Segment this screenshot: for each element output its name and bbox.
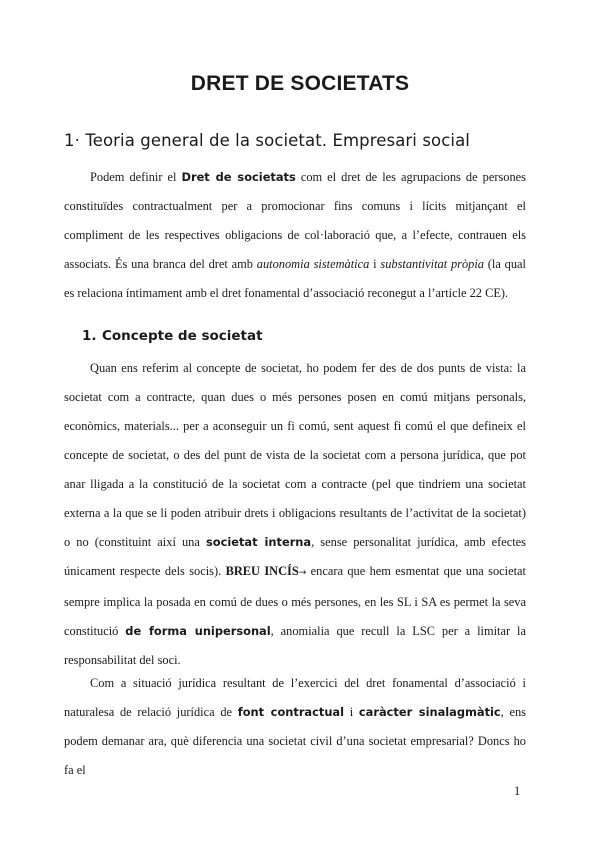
paragraph-concept (64, 354, 526, 675)
italic-term-substantivitat: substantivitat pròpia (380, 257, 484, 271)
text-run: , sense personalitat jurídica, amb efectes únicament respecte dels socis). (64, 535, 526, 578)
paragraph-definition (64, 163, 526, 308)
bold-term-dret-de-societats: Dret de societats (181, 170, 296, 184)
section-title: Teoria general de la societat. Empresari social (85, 131, 470, 150)
text-run: Com a situació jurídica resultant de l’exercici del dret fonamental d’associació i naturalesa de relació jurídica de (64, 676, 526, 719)
text-run: Podem definir el (90, 170, 182, 184)
bold-term-societat-interna: societat interna (205, 535, 312, 549)
arrow-right-icon: → (298, 568, 307, 578)
subsection-number: 1. (82, 328, 97, 344)
bold-term-breu-incis: BREU INCÍS (225, 564, 299, 578)
italic-term-autonomia: autonomia sistemàtica (256, 257, 370, 271)
section-heading (64, 131, 470, 150)
paragraph-legal-situation (64, 669, 526, 785)
text-run: encara que hem esmentat que una societat sempre implica la posada en comú de dues o més persones, en les SL i SA es permet la seva constitució (64, 564, 526, 638)
text-run: com el dret de les agrupacions de persones constituïdes contractualment per a promocionar fins comuns i lícits mitjançant el compliment de les respectives obligacions de col·laboració que, a l’efecte, contrauen els associats. És una branca del dret amb (64, 170, 526, 271)
text-run: Quan ens referim al concepte de societat, ho podem fer des de dos punts de vista: la societat com a contracte, quan dues o més persones posen en comú mitjans personals, econòmics, materials... per a aconseguir un fi comú, sent aquest fi comú el que defineix el concepte de societat, o des del punt de vista de la societat com a persona jurídica, que pot anar lligada a la constitució de la societat com a contracte (pel que tindriem una societat externa a la que se li poden atribuir drets i obligacions resultants de l’activitat de la societat) o no (constituint així una (64, 361, 526, 549)
text-run: , anomialia que recull la LSC per a limitar la responsabilitat del soci. (64, 624, 526, 667)
bold-term-forma-unipersonal: de forma unipersonal (125, 624, 271, 638)
bold-term-caracter-sinalagmatic: caràcter sinalagmàtic (358, 705, 501, 719)
section-number: 1· (64, 131, 80, 150)
subsection-title: Concepte de societat (102, 328, 263, 344)
bold-term-font-contractual: font contractual (237, 705, 345, 719)
text-run: i (344, 705, 359, 719)
page-number: 1 (514, 784, 521, 798)
text-run: i (369, 257, 381, 271)
text-run: (la qual es relaciona íntimament amb el dret fonamental d’associació reconegut a l’article 22 CE). (64, 257, 526, 300)
subsection-heading (82, 328, 263, 344)
document-title: DRET DE SOCIETATS (190, 72, 410, 95)
text-run: , ens podem demanar ara, què diferencia una societat civil d’una societat empresarial? Doncs ho fa el (64, 705, 527, 777)
